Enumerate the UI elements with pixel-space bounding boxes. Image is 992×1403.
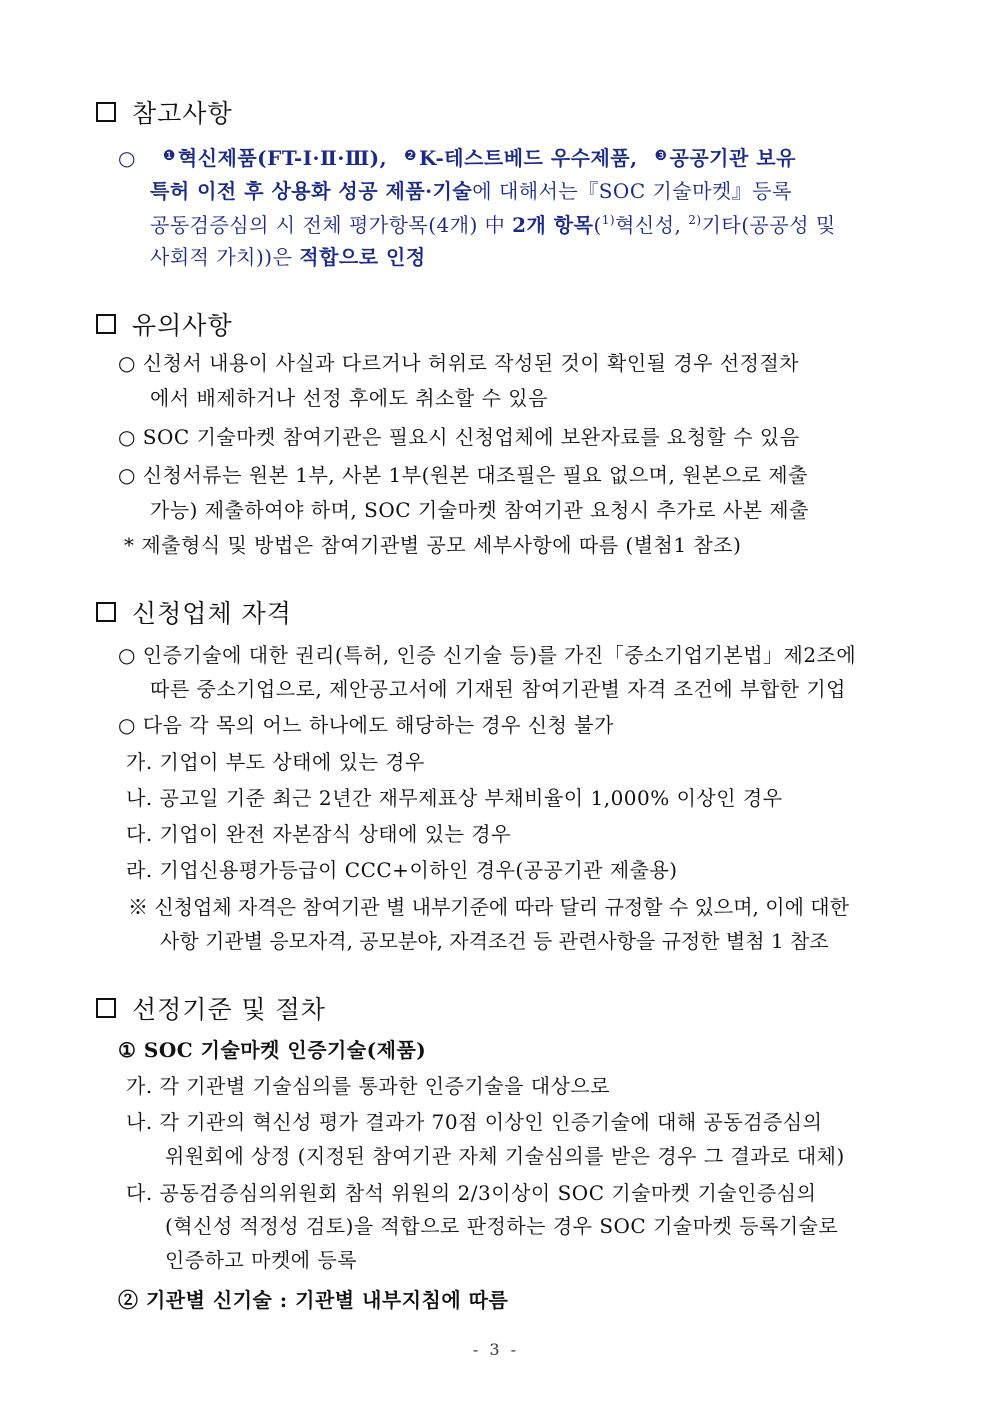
bullet-circle: ○: [118, 146, 136, 170]
ref-line-1: [118, 148, 796, 168]
circled-number-2: ❷: [403, 148, 418, 164]
qual-item: ○ 다음 각 목의 어느 하나에도 해당하는 경우 신청 불가: [118, 713, 614, 737]
ref-text: 공동검증심의 시 전체 평가항목(4개) 中: [150, 213, 506, 237]
ref-text-bold: 적합으로 인정: [299, 245, 426, 269]
ref-line-2: [150, 181, 792, 201]
ref-text: 공공기관 보유: [669, 146, 796, 170]
qual-subitem: 가. 기업이 부도 상태에 있는 경우: [126, 750, 425, 774]
ref-text-bold: 특허 이전 후 상용화 성공 제품·기술: [150, 179, 473, 203]
qual-item: 따른 중소기업으로, 제안공고서에 기재된 참여기관별 자격 조건에 부합한 기업: [150, 677, 846, 701]
qual-subitem: 다. 기업이 완전 자본잠식 상태에 있는 경우: [126, 822, 511, 846]
section-heading-notes: [96, 306, 233, 342]
criteria-item: 가. 각 기관별 기술심의를 통과한 인증기술을 대상으로: [126, 1074, 611, 1098]
ref-text: 에 대해서는『SOC 기술마켓』등록: [472, 179, 792, 203]
footnote-mark: 2): [688, 213, 702, 227]
notes-item: 가능) 제출하여야 하며, SOC 기술마켓 참여기관 요청시 추가로 사본 제출: [150, 498, 809, 522]
page-number: - 3 -: [472, 1340, 520, 1359]
section-title: 참고사항: [132, 99, 233, 128]
checkbox-square-icon: [96, 602, 116, 622]
criteria-item: 위원회에 상정 (지정된 참여기관 자체 기술심의를 받은 경우 그 결과로 대체): [165, 1144, 845, 1168]
qual-subitem: 나. 공고일 기준 최근 2년간 재무제표상 부채비율이 1,000% 이상인 경우: [126, 786, 783, 810]
qual-item: ○ 인증기술에 대한 권리(특허, 인증 신기술 등)를 가진「중소기업기본법」제2조에: [118, 643, 857, 667]
notes-item: ○ SOC 기술마켓 참여기관은 필요시 신청업체에 보완자료를 요청할 수 있음: [118, 425, 800, 449]
ref-text: 기타(공공성 및: [701, 213, 836, 237]
section-heading-criteria: [96, 990, 326, 1026]
section-heading-reference: [96, 94, 233, 130]
ref-line-3: [150, 214, 836, 235]
section-title: 신청업체 자격: [132, 599, 292, 628]
section-title: 선정기준 및 절차: [132, 995, 326, 1024]
section-title: 유의사항: [132, 311, 233, 340]
ref-text: (: [593, 213, 602, 237]
qual-note: ※ 신청업체 자격은 참여기관 별 내부기준에 따라 달리 규정할 수 있으며, 이에 대한: [128, 895, 849, 919]
ref-text: 혁신성,: [615, 213, 682, 237]
qual-note: 사항 기관별 응모자격, 공모분야, 자격조건 등 관련사항을 규정한 별첨 1 참조: [160, 929, 829, 953]
notes-item: ○ 신청서류는 원본 1부, 사본 1부(원본 대조필은 필요 없으며, 원본으로 제출: [118, 463, 808, 487]
circled-number-1: ❶: [162, 148, 176, 164]
ref-text-bold: 2개 항목: [512, 213, 594, 237]
criteria-item: 인증하고 마켓에 등록: [165, 1248, 358, 1272]
checkbox-square-icon: [96, 314, 116, 334]
checkbox-square-icon: [96, 998, 116, 1018]
circled-number-3: ❸: [654, 148, 668, 164]
qual-subitem: 라. 기업신용평가등급이 CCC+이하인 경우(공공기관 제출용): [126, 858, 678, 882]
ref-line-4: [150, 247, 426, 267]
ref-text: 혁신제품(FT-Ⅰ·Ⅱ·Ⅲ),: [177, 146, 388, 170]
ref-text: K-테스트베드 우수제품,: [419, 146, 638, 170]
notes-item: ○ 신청서 내용이 사실과 다르거나 허위로 작성된 것이 확인될 경우 선정절차: [118, 351, 800, 375]
criteria-item: 나. 각 기관의 혁신성 평가 결과가 70점 이상인 인증기술에 대해 공동검증심의: [126, 1110, 823, 1134]
section-heading-qualification: [96, 594, 292, 630]
ref-text: 사회적 가치))은: [150, 245, 293, 269]
checkbox-square-icon: [96, 102, 116, 122]
notes-item: 에서 배제하거나 선정 후에도 취소할 수 있음: [150, 386, 548, 410]
criteria-item: 다. 공동검증심의위원회 참석 위원의 2/3이상이 SOC 기술마켓 기술인증심의: [126, 1181, 817, 1205]
notes-footnote: * 제출형식 및 방법은 참여기관별 공모 세부사항에 따름 (별첨1 참조): [124, 533, 742, 557]
criteria-subheading-1: ① SOC 기술마켓 인증기술(제품): [118, 1038, 427, 1062]
footnote-mark: 1): [601, 213, 616, 227]
criteria-subheading-2: ② 기관별 신기술 : 기관별 내부지침에 따름: [118, 1288, 509, 1312]
criteria-item: (혁신성 적정성 검토)을 적합으로 판정하는 경우 SOC 기술마켓 등록기술로: [165, 1214, 839, 1238]
